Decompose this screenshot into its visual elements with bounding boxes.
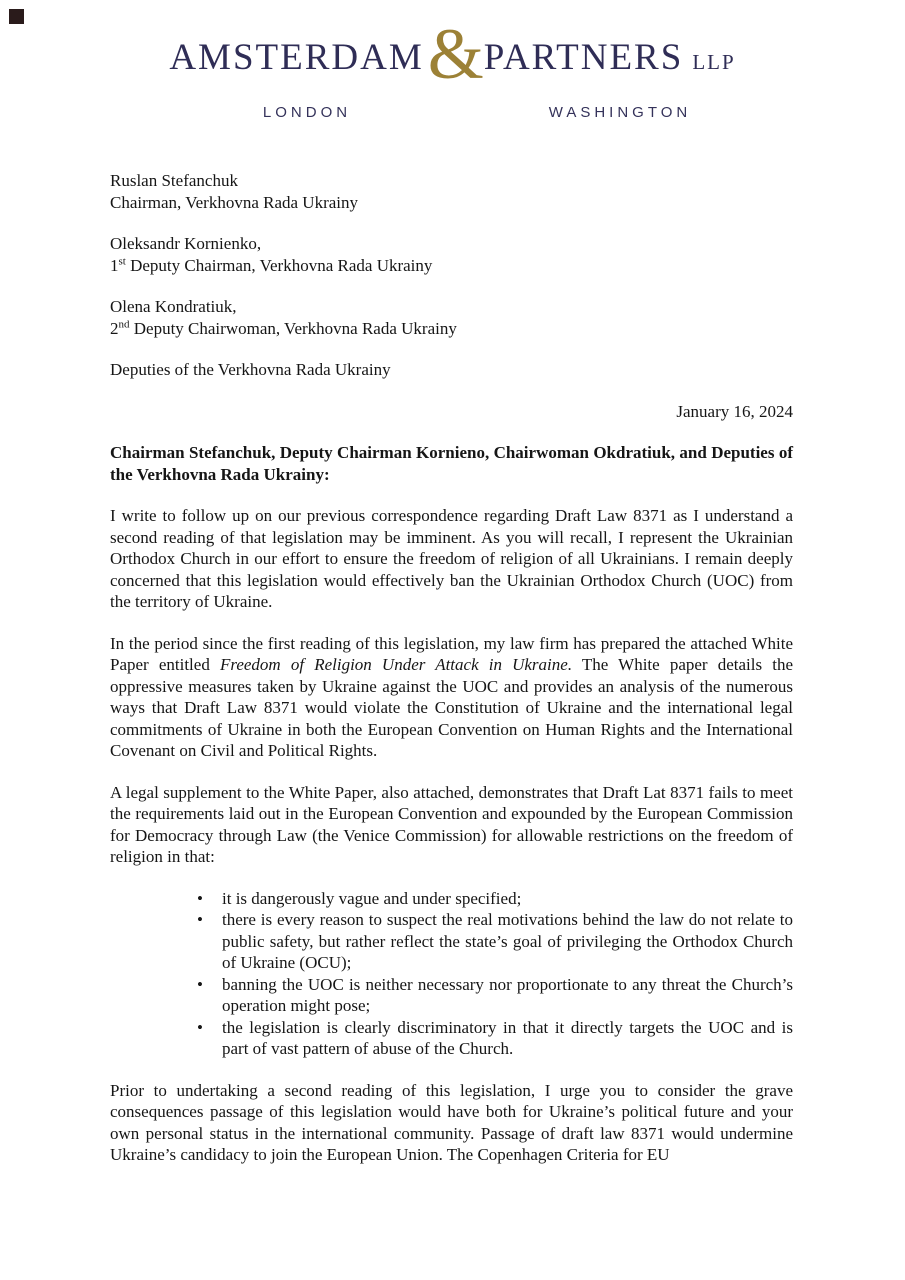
bullet-list	[197, 888, 793, 1060]
ordinal-number: 1	[110, 255, 119, 275]
bullet-text: banning the UOC is neither necessary nor proportionate to any threat the Church’s operation might pose;	[222, 974, 793, 1015]
list-item	[197, 888, 793, 910]
recipient-title	[110, 255, 793, 277]
office-city-london: LONDON	[262, 104, 352, 121]
recipient-name: Ruslan Stefanchuk	[110, 171, 238, 190]
paragraph-2	[110, 633, 793, 762]
recipient-title-text: Chairman, Verkhovna Rada Ukrainy	[110, 192, 359, 212]
white-paper-title: Freedom of Religion Under Attack in Ukraine.	[219, 655, 573, 674]
recipient-title-text: Deputy Chairwoman, Verkhovna Rada Ukrainy	[129, 318, 457, 338]
firm-logo: AMSTERDAM & PARTNERS LLP	[169, 14, 736, 94]
ordinal-number: 2	[110, 318, 119, 338]
recipient-block	[110, 296, 793, 339]
firm-name-left: AMSTERDAM	[169, 37, 424, 78]
list-item	[197, 909, 793, 974]
paragraph-2-post: The White paper details the oppressive measures taken by Ukraine against the UOC and provides an analysis of the numerous ways that Draft Law 8371 would violate the Constitution of Ukraine and the international legal commitments of Ukraine in both the European Convention on Human Rights and the International Covenant on Civil and Political Rights.	[110, 655, 794, 760]
firm-name-right: PARTNERS	[483, 37, 684, 78]
list-item	[197, 974, 793, 1017]
salutation: Chairman Stefanchuk, Deputy Chairman Kornieno, Chairwoman Okdratiuk, and Deputies of the Verkhovna Rada Ukrainy:	[110, 443, 793, 484]
list-item	[197, 1017, 793, 1060]
recipient-name: Olena Kondratiuk,	[110, 297, 237, 316]
recipient-title	[110, 318, 793, 340]
bullet-icon: •	[197, 888, 203, 908]
recipients-extra-text: Deputies of the Verkhovna Rada Ukrainy	[110, 360, 391, 379]
letterhead	[0, 0, 905, 150]
letter-body	[110, 170, 793, 1186]
paragraph-4: Prior to undertaking a second reading of this legislation, I urge you to consider the grave consequences passage of this legislation would have both for Ukraine’s political future and your own personal status in the international community. Passage of draft law 8371 would undermine Ukraine’s candidacy to join the European Union. The Copenhagen Criteria for EU	[110, 1080, 793, 1164]
recipients-extra-line	[110, 359, 793, 381]
ordinal-suffix: nd	[118, 317, 130, 330]
recipient-block	[110, 233, 793, 276]
date-line: January 16, 2024	[676, 401, 793, 421]
bullet-text: it is dangerously vague and under specified;	[222, 888, 522, 908]
paragraph-1: I write to follow up on our previous correspondence regarding Draft Law 8371 as I understand a second reading of that legislation may be imminent. As you will recall, I represent the Ukrainian Orthodox Church in our effort to ensure the freedom of religion of all Ukrainians. I remain deeply concerned that this legislation would effectively ban the Ukrainian Orthodox Church (UOC) from the territory of Ukraine.	[110, 506, 793, 611]
firm-suffix: LLP	[692, 50, 736, 74]
bullet-icon: •	[197, 1017, 203, 1037]
recipient-name: Oleksandr Kornienko,	[110, 234, 262, 253]
office-city-washington: WASHINGTON	[548, 104, 692, 121]
paragraph-3: A legal supplement to the White Paper, also attached, demonstrates that Draft Lat 8371 fails to meet the requirements laid out in the European Convention and expounded by the European Commission for Democracy through Law (the Venice Commission) for allowable restrictions on the freedom of religion in that:	[110, 782, 793, 866]
bullet-icon: •	[197, 974, 203, 994]
bullet-text: there is every reason to suspect the real motivations behind the law do not relate to public safety, but rather reflect the state’s goal of privileging the Orthodox Church of Ukraine (OCU);	[222, 910, 793, 972]
recipient-block	[110, 170, 793, 213]
bullet-icon: •	[197, 910, 203, 929]
ordinal-suffix: st	[118, 254, 126, 267]
paragraph-2-pre: In the period since the first reading of this legislation, my law firm has prepared the attached White Paper entitled	[110, 633, 793, 674]
bullet-text: the legislation is clearly discriminatory in that it directly targets the UOC and is part of vast pattern of abuse of the Church.	[222, 1017, 793, 1058]
recipient-title-text: Deputy Chairman, Verkhovna Rada Ukrainy	[125, 255, 433, 275]
recipient-title	[110, 192, 793, 214]
